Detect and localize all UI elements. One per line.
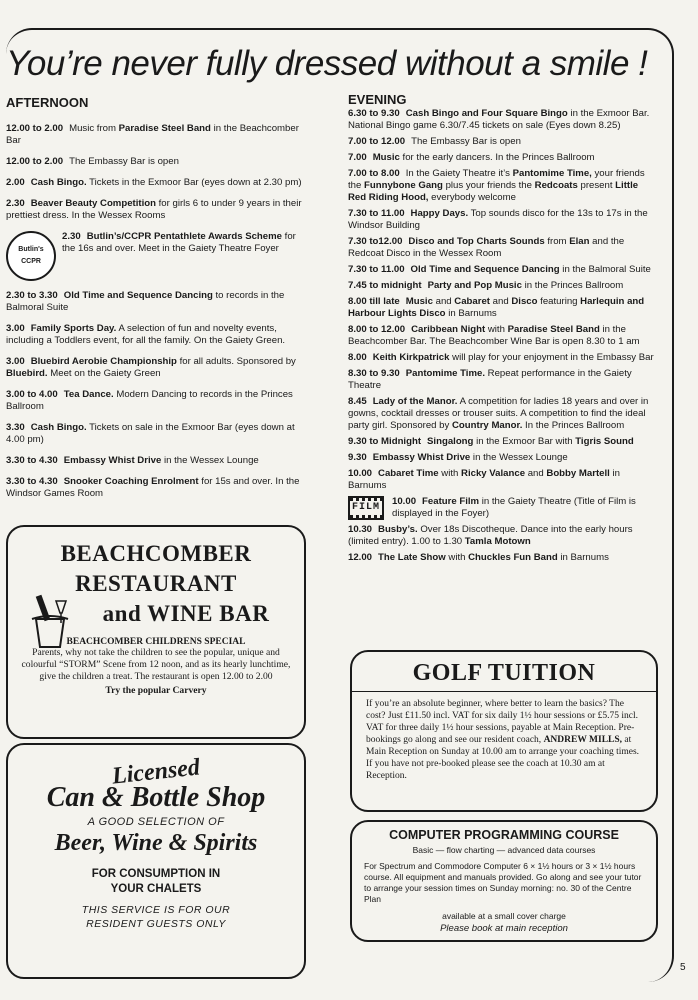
event-time: 8.00 till late — [348, 296, 400, 307]
event-highlight: Pantomime Time, — [512, 168, 592, 179]
event-text: Meet on the Gaiety Green — [47, 368, 161, 379]
childrens-special-title: BEACHCOMBER CHILDRENS SPECIAL — [66, 637, 246, 647]
event-gap — [6, 281, 311, 290]
event-text: in the Exmoor Bar. National Bingo game 6.30/7.45 tickets on sale (Eyes down 8.25) — [348, 108, 650, 131]
event-highlight: Funnybone Gang — [364, 180, 443, 191]
golf-body — [352, 698, 656, 782]
can-bottle-shop-advert — [6, 743, 306, 979]
event-text: Tickets in the Exmoor Bar (eyes down at 2.30 pm) — [86, 177, 302, 188]
event-highlight: Little Red Riding Hood, — [348, 180, 639, 203]
event-highlight: Snooker Coaching Enrolment — [63, 476, 199, 487]
event-text: A competition for ladies 18 years and over in gowns, cocktail dresses or trouser suits. A competition to find the ideal party girl. Sponsored by — [348, 396, 649, 431]
event-item — [348, 436, 658, 448]
evening-events — [348, 108, 658, 564]
golf-tuition-advert — [350, 650, 658, 812]
event-highlight: Lady of the Manor. — [372, 396, 458, 407]
event-text: in the Wessex Lounge — [470, 452, 568, 463]
event-gap — [6, 314, 311, 323]
event-item — [348, 136, 658, 148]
carvery-note: Try the popular Carvery — [105, 685, 207, 696]
event-text: present — [577, 180, 616, 191]
event-time: 9.30 — [348, 452, 367, 463]
event-item — [348, 168, 658, 204]
event-highlight: Caribbean Night — [411, 324, 486, 335]
event-text: in the Gaiety Theatre (Title of Film is displayed in the Foyer) — [392, 496, 636, 519]
event-item — [6, 156, 311, 168]
event-item — [348, 236, 658, 260]
event-time: 2.00 — [6, 177, 25, 188]
event-with-film — [348, 496, 658, 520]
event-item — [348, 296, 658, 320]
event-highlight: Cash Bingo. — [30, 177, 87, 188]
event-item — [348, 524, 658, 548]
event-highlight: Happy Days. — [410, 208, 469, 219]
golf-title: GOLF TUITION — [412, 660, 596, 686]
event-time: 10.00 — [348, 468, 373, 479]
event-item — [6, 422, 311, 446]
event-text: for girls 6 to under 9 years in their prettiest dress. In the Wessex Rooms — [6, 198, 302, 221]
event-text: in the Beachcomber Bar — [6, 123, 299, 146]
event-highlight: Ricky Valance — [461, 468, 526, 479]
event-item — [348, 368, 658, 392]
event-text: in the Princes Ballroom — [521, 280, 624, 291]
event-highlight: Singalong — [427, 436, 474, 447]
shop-residents — [8, 903, 304, 931]
event-text: in Barnums — [557, 552, 609, 563]
event-time: 12.00 to 2.00 — [6, 156, 64, 167]
event-text: and — [525, 468, 547, 479]
event-text: with — [445, 552, 469, 563]
event-time: 2.30 — [6, 198, 25, 209]
event-item — [348, 152, 658, 164]
event-text: Modern Dancing to records in the Princes Ballroom — [6, 389, 293, 412]
event-highlight: Tigris Sound — [575, 436, 634, 447]
event-item — [62, 231, 311, 255]
event-text: A selection of fun and novelty events, including a Toddlers event, for all the family. On the Gaiety Green. — [6, 323, 286, 346]
event-gap — [6, 413, 311, 422]
event-highlight: Family Sports Day. — [30, 323, 117, 334]
event-highlight: Paradise Steel Band — [507, 324, 600, 335]
event-gap — [6, 446, 311, 455]
event-time: 8.00 — [348, 352, 367, 363]
shop-selection: A GOOD SELECTION OF — [87, 816, 225, 828]
page-number: 5 — [680, 962, 686, 973]
event-time: 7.00 to 12.00 — [348, 136, 406, 147]
event-gap — [6, 380, 311, 389]
event-text: for 15s and over. In the Windsor Games Room — [6, 476, 300, 499]
shop-licensed: Licensed — [110, 754, 202, 790]
event-item — [348, 280, 658, 292]
event-highlight: Embassy Whist Drive — [372, 452, 471, 463]
event-text: The Embassy Bar is open — [69, 156, 179, 167]
event-item — [6, 290, 311, 314]
event-highlight: Cash Bingo and Four Square Bingo — [405, 108, 568, 119]
event-text: Tickets on sale in the Exmoor Bar (eyes down at 4.00 pm) — [6, 422, 295, 445]
event-item — [348, 208, 658, 232]
event-highlight: Busby’s. — [378, 524, 418, 535]
event-item — [348, 468, 658, 492]
event-item — [348, 352, 658, 364]
event-highlight: Elan — [569, 236, 590, 247]
butlins-ccpr-badge-icon — [6, 231, 56, 281]
event-item — [6, 323, 311, 347]
event-highlight: Music — [405, 296, 433, 307]
event-highlight: Bobby Martell — [546, 468, 610, 479]
event-item — [6, 198, 311, 222]
event-item — [348, 552, 658, 564]
event-item — [6, 476, 311, 500]
event-highlight: Disco and Top Charts Sounds — [408, 236, 545, 247]
event-text: with — [485, 324, 508, 335]
event-text: Over 18s Discotheque. Dance into the early hours (limited entry). 1.00 to 1.30 — [348, 524, 633, 547]
event-text: The Embassy Bar is open — [411, 136, 521, 147]
event-time: 3.00 — [6, 323, 25, 334]
event-highlight: Bluebird. — [6, 368, 48, 379]
event-text: will play for your enjoyment in the Embassy Bar — [449, 352, 654, 363]
beachcomber-line2: RESTAURANT — [75, 571, 237, 596]
event-time: 8.30 to 9.30 — [348, 368, 400, 379]
event-item — [6, 177, 311, 189]
shop-products: Beer, Wine & Spirits — [54, 830, 258, 856]
event-time: 12.00 — [348, 552, 373, 563]
event-time: 3.30 to 4.30 — [6, 476, 58, 487]
event-gap — [6, 147, 311, 156]
event-text: in the Balmoral Suite — [559, 264, 651, 275]
event-item — [348, 264, 658, 276]
event-text: for the early dancers. In the Princes Ballroom — [399, 152, 595, 163]
event-highlight: Harlequin and Harbour Lights Disco — [348, 296, 645, 319]
event-time: 8.45 — [348, 396, 367, 407]
event-text: to records in the Balmoral Suite — [6, 290, 285, 313]
event-time: 7.45 to midnight — [348, 280, 422, 291]
event-highlight: Tea Dance. — [63, 389, 114, 400]
event-gap — [6, 467, 311, 476]
event-time: 2.30 — [62, 231, 81, 242]
event-text: and — [490, 296, 512, 307]
computer-booking: Please book at main reception — [440, 923, 568, 934]
page-headline: You’re never fully dressed without a smile ! — [6, 44, 648, 83]
event-highlight: Butlin’s/CCPR Pentathlete Awards Scheme — [86, 231, 282, 242]
event-highlight: Party and Pop Music — [427, 280, 522, 291]
event-highlight: The Late Show — [378, 552, 446, 563]
afternoon-title: AFTERNOON — [6, 95, 89, 110]
event-text: with — [438, 468, 462, 479]
event-time: 3.00 — [6, 356, 25, 367]
event-text: In the Gaiety Theatre it’s — [405, 168, 513, 179]
event-item — [348, 396, 658, 432]
event-time: 3.30 to 4.30 — [6, 455, 58, 466]
event-item — [6, 455, 311, 467]
event-highlight: Cabaret — [454, 296, 491, 307]
beachcomber-advert — [6, 525, 306, 739]
event-highlight: Feature Film — [422, 496, 480, 507]
computer-title: COMPUTER PROGRAMMING COURSE — [389, 828, 619, 842]
event-text: for the 16s and over. Meet in the Gaiety Theatre Foyer — [62, 231, 296, 254]
childrens-special-body: Parents, why not take the children to see the popular, unique and colourful “STORM” Scene from 12 noon, and as its hearly lunchtime, give the children a treat. The restaurant is open 12.00 to 2.00 — [21, 647, 291, 682]
event-gap — [6, 222, 311, 231]
event-highlight: Music — [372, 152, 400, 163]
event-text: Repeat performance in the Gaiety Theatre — [348, 368, 632, 391]
event-highlight: Cabaret Time — [378, 468, 439, 479]
event-text: in Barnums — [445, 308, 497, 319]
event-text: and — [432, 296, 455, 307]
beachcomber-line3: and WINE BAR — [102, 601, 270, 626]
event-highlight: Embassy Whist Drive — [63, 455, 162, 466]
event-time: 3.30 — [6, 422, 25, 433]
event-time: 9.30 to Midnight — [348, 436, 422, 447]
event-text: everybody welcome — [428, 192, 516, 203]
shop-consumption-line2: YOUR CHALETS — [110, 883, 202, 895]
golf-body-part1: If you’re an absolute beginner, where better to learn the basics? The cost? Just £11.50 incl. VAT for six daily 1½ hour sessions or £5.75 incl. VAT for three daily 1½ hour sessions, payable at Main Reception. Pre-bookings go along and see our resident coach, — [366, 699, 638, 745]
event-gap — [6, 347, 311, 356]
event-time: 6.30 to 9.30 — [348, 108, 400, 119]
event-time: 7.00 to 8.00 — [348, 168, 400, 179]
event-highlight: Old Time and Sequence Dancing — [63, 290, 213, 301]
event-text: plus your friends the — [442, 180, 535, 191]
event-highlight: Old Time and Sequence Dancing — [410, 264, 560, 275]
shop-consumption-line1: FOR CONSUMPTION IN — [91, 868, 221, 880]
film-logo-icon: FILM — [348, 496, 384, 520]
computer-subtitle: Basic — flow charting — advanced data courses — [412, 845, 596, 855]
event-highlight: Country Manor. — [452, 420, 523, 431]
event-text: featuring — [537, 296, 581, 307]
event-text: your friends the — [348, 168, 645, 191]
shop-residents-line1: THIS SERVICE IS FOR OUR — [81, 904, 231, 916]
event-item — [6, 123, 311, 147]
golf-divider — [352, 691, 656, 692]
event-highlight: Chuckles Fun Band — [468, 552, 558, 563]
event-item — [6, 389, 311, 413]
shop-residents-line2: RESIDENT GUESTS ONLY — [86, 918, 226, 930]
event-item — [348, 452, 658, 464]
event-highlight: Cash Bingo. — [30, 422, 87, 433]
event-text: in the Wessex Lounge — [161, 455, 259, 466]
event-gap — [6, 168, 311, 177]
event-item — [392, 496, 658, 520]
golf-coach-name: ANDREW MILLS, — [543, 735, 623, 745]
computer-course-advert — [350, 820, 658, 942]
event-highlight: Pantomime Time. — [405, 368, 485, 379]
event-text: in Barnums — [348, 468, 620, 491]
event-highlight: Keith Kirkpatrick — [372, 352, 450, 363]
computer-charge: available at a small cover charge — [442, 911, 566, 921]
shop-name: Can & Bottle Shop — [46, 782, 266, 813]
afternoon-events — [6, 123, 311, 500]
event-time: 12.00 to 2.00 — [6, 123, 64, 134]
event-text: Top sounds disco for the 13s to 17s in the Windsor Building — [348, 208, 648, 231]
event-item — [6, 356, 311, 380]
event-highlight: Disco — [511, 296, 538, 307]
event-time: 8.00 to 12.00 — [348, 324, 406, 335]
event-time: 2.30 to 3.30 — [6, 290, 58, 301]
computer-body: For Spectrum and Commodore Computer 6 × 1½ hours or 3 × 1½ hours course. All equipment and manuals provided. Go along and see your tutor to arrange your session times on Sunday morning: no. 30 of the Centre Plan — [364, 861, 642, 904]
event-text: in the Exmoor Bar with — [473, 436, 576, 447]
event-highlight: Beaver Beauty Competition — [30, 198, 156, 209]
event-text: from — [544, 236, 570, 247]
event-text: and the Redcoat Disco in the Wessex Room — [348, 236, 625, 259]
shop-consumption — [8, 867, 304, 897]
event-gap — [6, 189, 311, 198]
wine-bucket-icon — [26, 591, 74, 651]
event-time: 7.30 to12.00 — [348, 236, 403, 247]
badge-text: CCPR — [21, 258, 41, 265]
golf-body-part2: at Main Reception on Sunday at 10.00 am to arrange your coaching times. If you have not pre-booked please see the coach at 10.30 am at Reception. — [366, 735, 640, 781]
beachcomber-line1: BEACHCOMBER — [60, 541, 252, 566]
evening-title: EVENING — [348, 92, 407, 107]
event-highlight: Tamla Motown — [464, 536, 531, 547]
event-text: Music from — [69, 123, 119, 134]
event-text: in the Beachcomber Bar. The Beachcomber Wine Bar is open 8.30 to 1 am — [348, 324, 640, 347]
event-time: 3.00 to 4.00 — [6, 389, 58, 400]
event-highlight: Bluebird Aerobie Championship — [30, 356, 177, 367]
event-time: 7.00 — [348, 152, 367, 163]
event-item — [348, 108, 658, 132]
event-time: 10.00 — [392, 496, 417, 507]
event-text: In the Princes Ballroom — [522, 420, 625, 431]
badge-text: Butlin's — [18, 246, 44, 253]
event-highlight: Paradise Steel Band — [118, 123, 211, 134]
event-highlight: Redcoats — [534, 180, 578, 191]
event-text: for all adults. Sponsored by — [176, 356, 296, 367]
event-time: 7.30 to 11.00 — [348, 208, 405, 219]
event-item — [348, 324, 658, 348]
event-with-badge — [6, 231, 311, 281]
event-time: 7.30 to 11.00 — [348, 264, 405, 275]
event-time: 10.30 — [348, 524, 373, 535]
evening-column — [348, 94, 658, 564]
afternoon-column — [6, 97, 311, 500]
